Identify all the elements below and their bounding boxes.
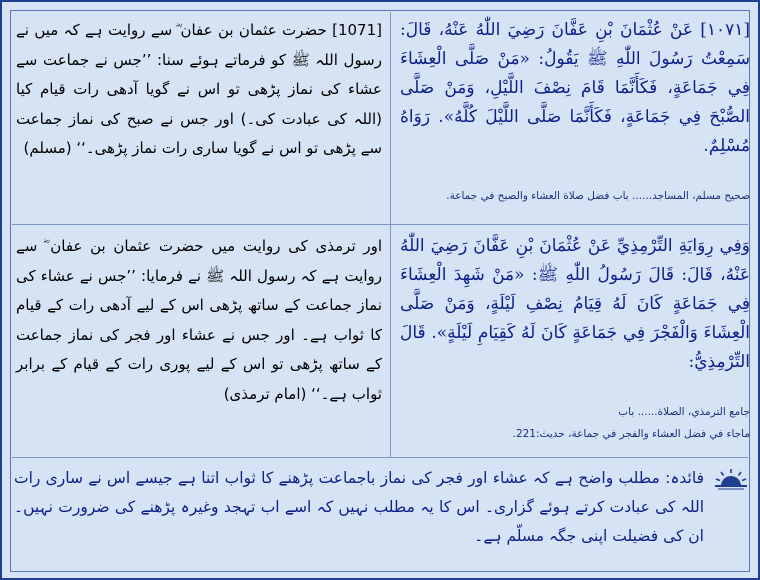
faida-note: فائدہ: مطلب واضح ہے کہ عشاء اور فجر کی نماز باجماعت پڑھنے کا ثواب اتنا ہے جیسے اس نے ساری رات اللہ کی عبادت کرتے ہوئے گزاری۔ اس کا یہ مطلب نہیں کہ اسے اب تہجد وغیرہ پڑھنے کی ضرورت نہیں۔ ان کی فضیلت اپنی جگہ مسلّم ہے۔ [14,469,704,545]
hadith-2-source-inline: جامع الترمذي، الصلاة...... باب [618,406,750,418]
hadith-1-arabic: [١٠٧١] عَنْ عُثْمَانَ بْنِ عَفَّانَ رَضِيَ اللّٰهُ عَنْهُ، قَالَ: سَمِعْتُ رَسُولَ اللّٰهِ ﷺ يَقُولُ: «مَنْ صَلَّى الْعِشَاءَ فِي جَمَاعَةٍ، فَكَأَنَّمَا قَامَ نِصْفَ اللَّيْلِ، وَمَنْ صَلَّى الصُّبْحَ فِي جَمَاعَةٍ، فَكَأَنَّمَا صَلَّى اللَّيْلَ كُلَّهُ». رَوَاهُ مُسْلِمٌ. [400,20,750,156]
sunrise-icon [714,468,748,490]
hadith-1-source: صحيح مسلم، المساجد...... باب فضل صلاة العشاء والصبح في جماعة. [446,190,750,202]
section-divider-2 [12,457,748,458]
hadith-2-source: ماجاء في فضل العشاء والفجر في جماعة، حديث:221. [512,428,750,440]
hadith-2-arabic: وَفِي رِوَايَةِ التِّرْمِذِيِّ عَنْ عُثْمَانَ بْنِ عَفَّانَ رَضِيَ اللّٰهُ عَنْهُ، قَالَ: قَالَ رَسُولُ اللّٰهِ ﷺ: «مَنْ شَهِدَ الْعِشَاءَ فِي جَمَاعَةٍ كَانَ لَهُ قِيَامُ نِصْفِ لَيْلَةٍ، وَمَنْ صَلَّى الْعِشَاءَ وَالْفَجْرَ فِي جَمَاعَةٍ كَانَ لَهُ كَقِيَامِ لَيْلَةٍ». قَالَ التِّرْمِذِيُّ: [400,236,750,372]
section-divider-1 [12,224,748,225]
column-divider [390,12,391,457]
hadith-1-urdu: [1071] حضرت عثمان بن عفان ؓ سے روایت ہے کہ میں نے رسول اللہ ﷺ کو فرماتے ہوئے سنا: ’’جس نے جماعت سے عشاء کی نماز پڑھی تو اس نے گویا آدھی رات قیام کیا (اللہ کی عبادت کی۔) اور جس نے صبح کی نماز جماعت سے پڑھی تو اس نے گویا ساری رات نماز پڑھی۔‘‘ (مسلم) [16,21,382,157]
hadith-2-urdu: اور ترمذی کی روایت میں حضرت عثمان بن عفان ؓ سے روایت ہے کہ رسول اللہ ﷺ نے فرمایا: ’’جس نے عشاء کی نماز جماعت کے ساتھ پڑھی اس کے لیے آدھی رات کے قیام کا ثواب ہے۔ اور جس نے عشاء اور فجر کی نماز جماعت کے ساتھ پڑھی تو اس کے لیے پوری رات کے قیام کے برابر ثواب ہے۔‘‘ (امام ترمذی) [16,237,382,403]
